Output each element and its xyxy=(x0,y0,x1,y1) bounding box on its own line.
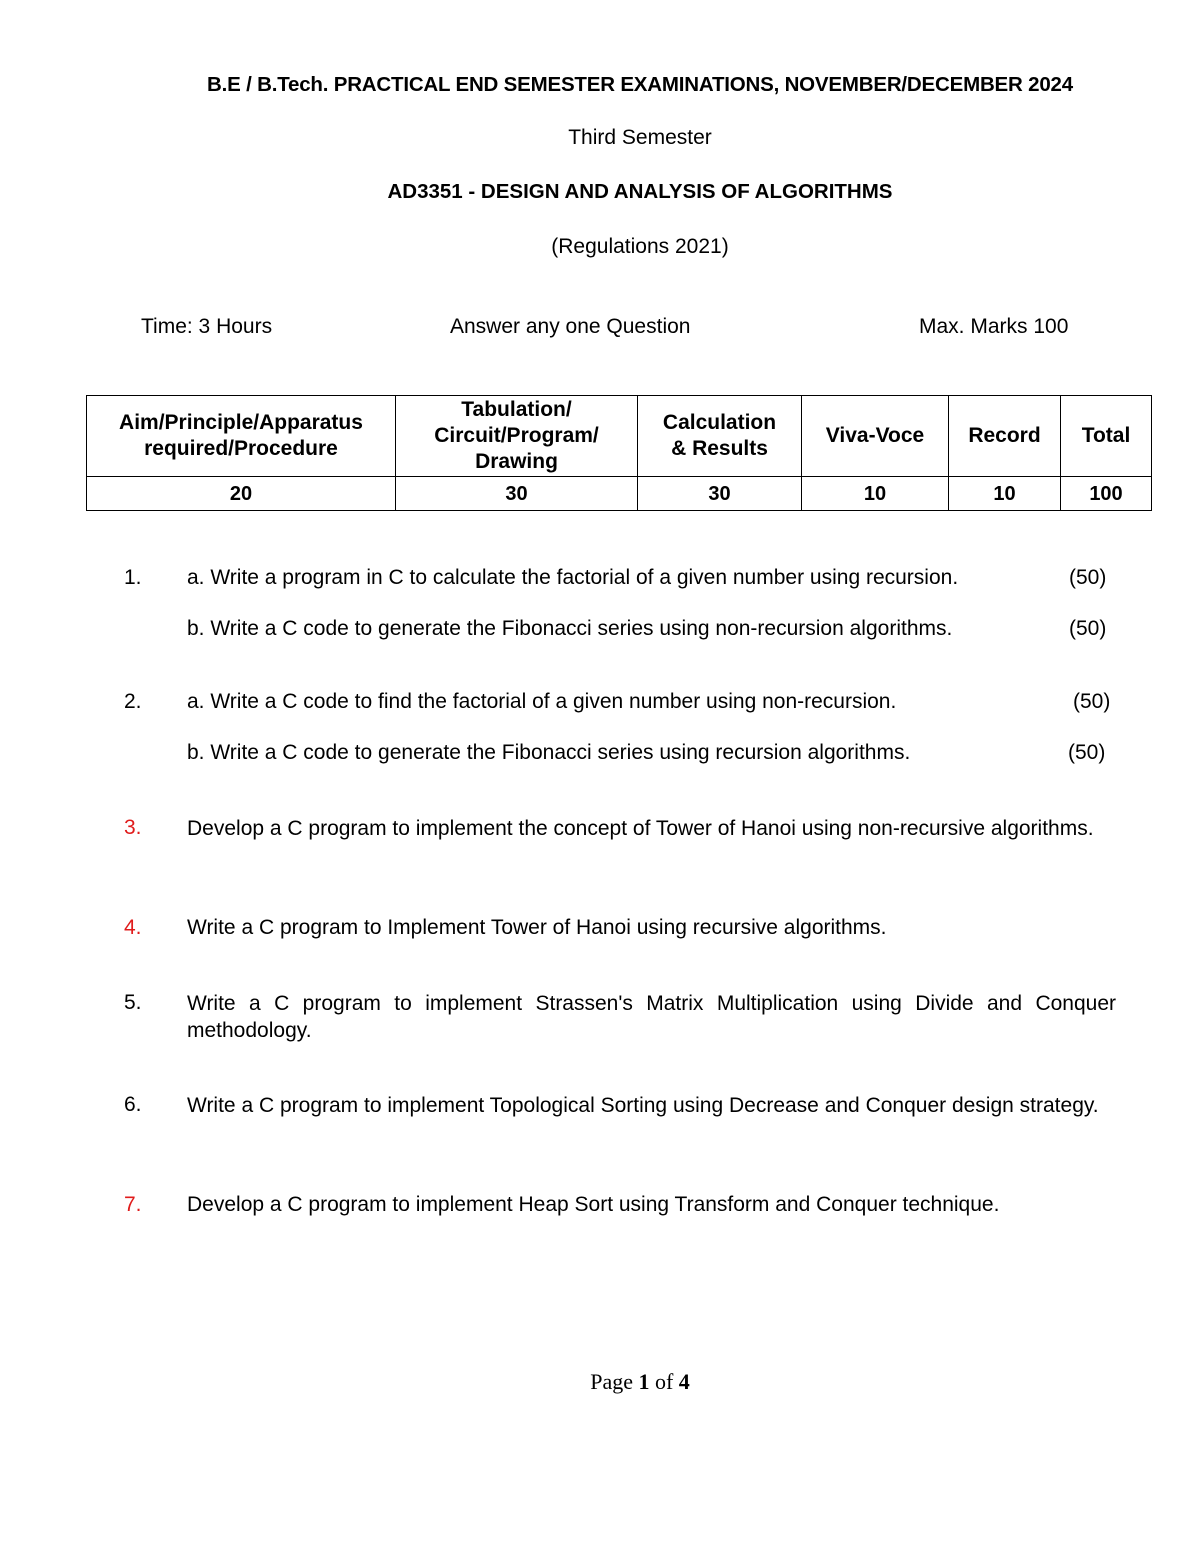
header-cell-calculation xyxy=(638,396,802,477)
question-text: Write a C program to implement Topological Sorting using Decrease and Conquer design strategy. xyxy=(187,1094,1099,1117)
question-text: Write a C program to implement Strassen's Matrix Multiplication using Divide and Conquer methodology. xyxy=(187,992,1116,1042)
time-info: Time: 3 Hours xyxy=(141,315,273,338)
page-label: Page xyxy=(590,1369,633,1394)
question-part-text: a. Write a C code to find the factorial of a given number using non-recursion. xyxy=(187,690,897,713)
header-line: Calculation xyxy=(662,411,777,434)
instruction-text: Answer any one Question xyxy=(450,315,691,338)
question-number: 5. xyxy=(124,991,142,1014)
header-line: Tabulation/ xyxy=(461,398,572,421)
question-number-highlighted: 7. xyxy=(124,1193,142,1216)
regulations-label: (Regulations 2021) xyxy=(551,235,729,258)
question-number: 1. xyxy=(124,566,142,589)
value-cell-tabulation: 30 xyxy=(396,477,638,511)
marks-distribution-table xyxy=(86,395,1152,511)
header-line: Circuit/Program/ xyxy=(434,424,599,447)
question-text: Write a C program to Implement Tower of Hanoi using recursive algorithms. xyxy=(187,916,887,939)
question-part-marks: (50) xyxy=(1069,617,1107,640)
question-part-text: b. Write a C code to generate the Fibonacci series using recursion algorithms. xyxy=(187,741,911,764)
header-line: Total xyxy=(1081,424,1131,447)
value-cell-calculation: 30 xyxy=(638,477,802,511)
question-text: Develop a C program to implement Heap Sort using Transform and Conquer technique. xyxy=(187,1193,1000,1216)
value-cell-record: 10 xyxy=(949,477,1061,511)
question-part-text: b. Write a C code to generate the Fibonacci series using non-recursion algorithms. xyxy=(187,617,953,640)
question-number: 6. xyxy=(124,1093,142,1116)
header-line: Drawing xyxy=(475,450,558,473)
value-cell-aim: 20 xyxy=(87,477,396,511)
exam-heading: B.E / B.Tech. PRACTICAL END SEMESTER EXAMINATIONS, NOVEMBER/DECEMBER 2024 xyxy=(207,73,1073,96)
semester-label: Third Semester xyxy=(568,126,712,149)
question-part-marks: (50) xyxy=(1073,690,1111,713)
header-line: required/Procedure xyxy=(144,437,338,460)
total-pages: 4 xyxy=(678,1369,690,1394)
header-cell-viva xyxy=(802,396,949,477)
page-footer xyxy=(0,1369,1200,1395)
value-cell-viva: 10 xyxy=(802,477,949,511)
question-part-text: a. Write a program in C to calculate the factorial of a given number using recursion. xyxy=(187,566,959,589)
of-label: of xyxy=(654,1369,674,1394)
header-cell-aim xyxy=(87,396,396,477)
question-part-marks: (50) xyxy=(1069,566,1107,589)
max-marks: Max. Marks 100 xyxy=(919,315,1069,338)
header-line: Viva-Voce xyxy=(825,424,925,447)
header-line: Record xyxy=(968,424,1041,447)
header-cell-total xyxy=(1061,396,1152,477)
header-line: & Results xyxy=(671,437,768,460)
table-header-row xyxy=(87,396,1152,477)
question-number-highlighted: 4. xyxy=(124,916,142,939)
header-line: Aim/Principle/Apparatus xyxy=(119,411,363,434)
value-cell-total: 100 xyxy=(1061,477,1152,511)
question-text: Develop a C program to implement the concept of Tower of Hanoi using non-recursive algorithms. xyxy=(187,817,1094,840)
table-values-row xyxy=(87,477,1152,511)
header-cell-tabulation xyxy=(396,396,638,477)
question-number-highlighted: 3. xyxy=(124,816,142,839)
course-title: AD3351 - DESIGN AND ANALYSIS OF ALGORITHMS xyxy=(387,180,893,203)
question-number: 2. xyxy=(124,690,142,713)
current-page: 1 xyxy=(638,1369,650,1394)
question-part-marks: (50) xyxy=(1068,741,1106,764)
header-cell-record xyxy=(949,396,1061,477)
